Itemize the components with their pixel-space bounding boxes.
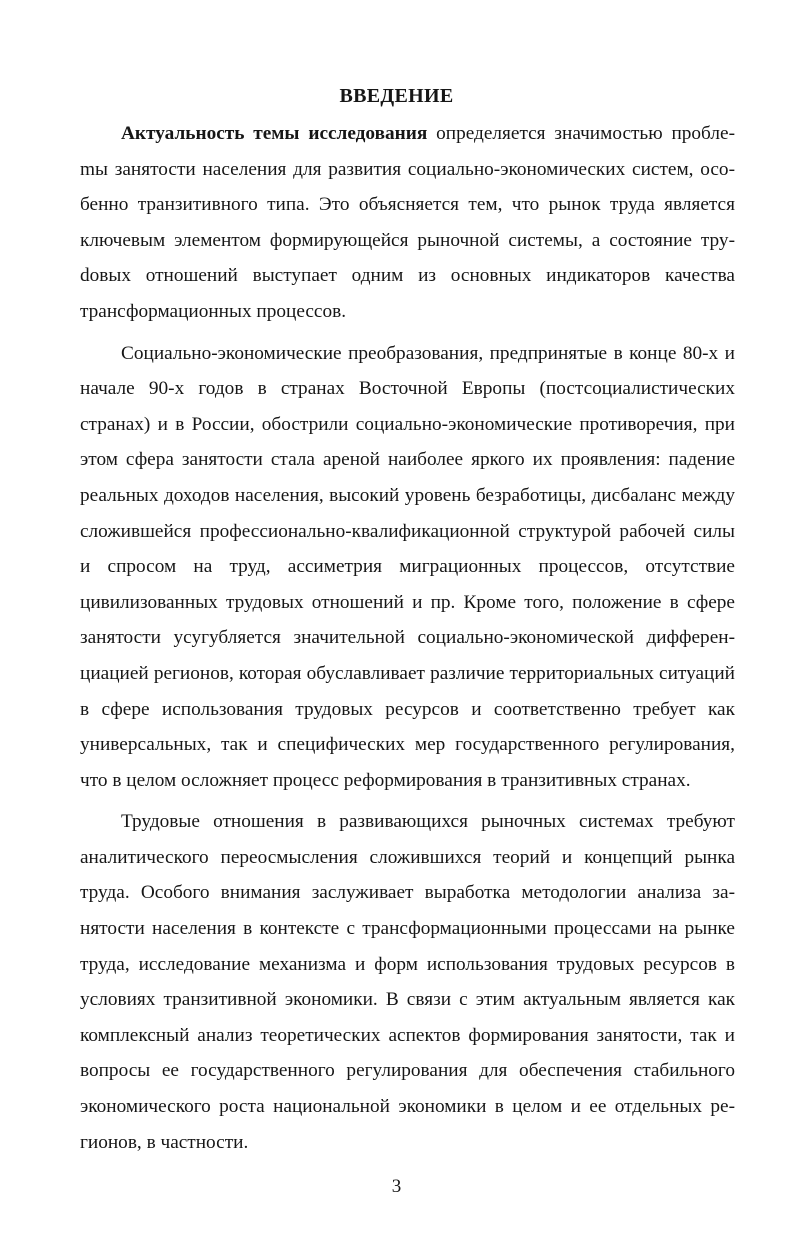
paragraph-labor-relations bbox=[80, 804, 735, 1160]
paragraph-relevance bbox=[80, 116, 735, 330]
page-number: 3 bbox=[391, 1176, 402, 1197]
paragraph-lead: Актуальность темы исследования bbox=[121, 123, 428, 144]
section-heading: ВВЕДЕНИЕ bbox=[339, 85, 454, 107]
paragraph-text: Трудовые отношения в развивающихся рыночных системах требуют аналитического переосмысления сложившихся теорий и концепций рынка труда. Особого внимания заслуживает выработка методологии анализа занятости населения в контексте с трансформационными процессами на рынке труда, исследование механизма и форм использования трудовых ресурсов в условиях транзитивной экономики. В связи с этим актуальным является как комплексный анализ теоретических аспектов формирования занятости, так и вопросы ее государственного регулирования для обеспечения стабильного экономического роста национальной экономики в целом и ее отдельных регионов, в частности. bbox=[80, 811, 735, 1153]
body-text bbox=[80, 116, 735, 1160]
paragraph-text: определяется значимостью проблеmы занятости населения для развития социально-экономических систем, особенно транзитивного типа. Это объясняется тем, что рынок труда является ключевым элементом формирующейся рыночной системы, а состояние труdовых отношений выступает одним из основных индикаторов качества трансформационных процессов. bbox=[80, 123, 735, 322]
paragraph-text: Социально-экономические преобразования, предпринятые в конце 80-х и начале 90-х годов в странах Восточной Европы (постсоциалистических странах) и в России, обострили социально-экономические противоречия, при этом сфера занятости стала ареной наиболее яркого их проявления: падение реальных доходов населения, высокий уровень безработицы, дисбаланс между сложившейся профессионально-квалификационной структурой рабочей силы и спросом на труд, ассиметрия миграционных процессов, отсутствие цивилизованных трудовых отношений и пр. Кроме того, положение в сфере занятости усугубляется значительной социально-экономической дифференциацией регионов, которая обуславливает различие территориальных ситуаций в сфере использования трудовых ресурсов и соответственно требует как универсальных, так и специфических мер государственного регулирования, что в целом осложняет процесс реформирования в транзитивных странах. bbox=[80, 342, 735, 791]
paragraph-transformations bbox=[80, 336, 735, 799]
